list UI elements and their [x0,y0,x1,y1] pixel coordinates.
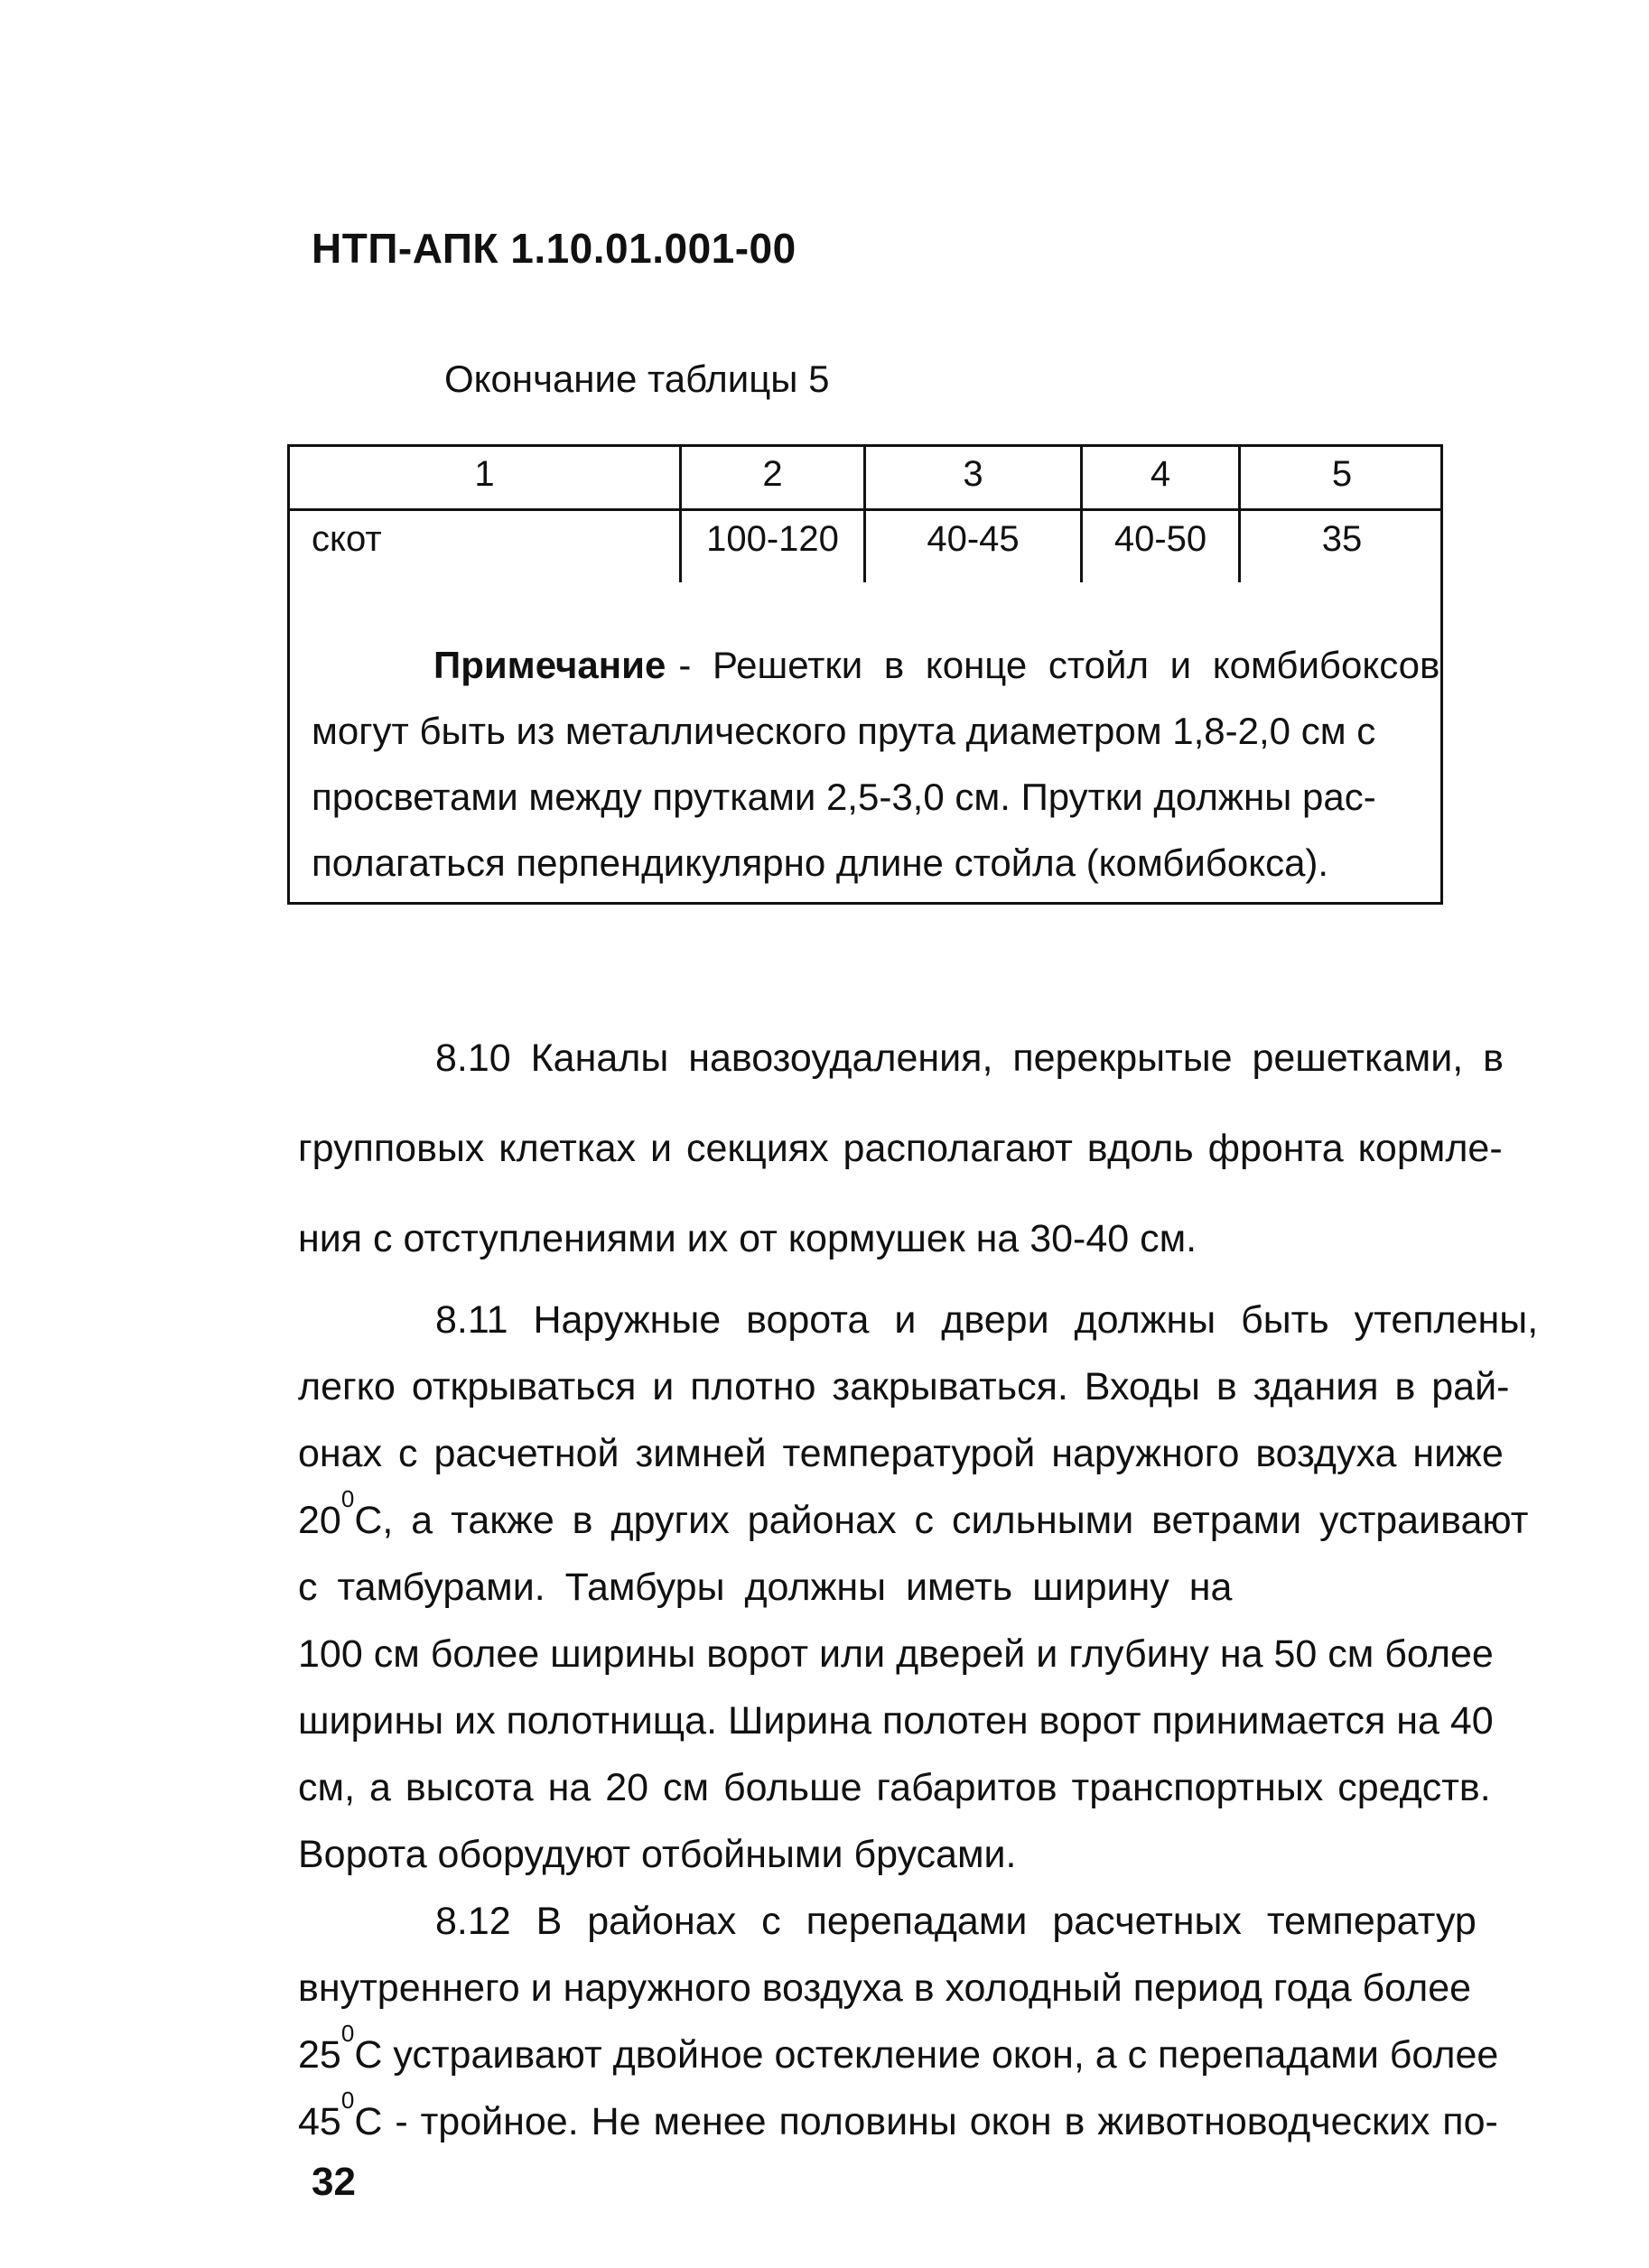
table-cell: скот [312,519,382,559]
degree-superscript: 0 [340,1485,355,1512]
paragraph-8-12-text: С устраивают двойное остекление окон, а с перепадами более [354,2033,1499,2077]
paragraph-8-11-line: 100 см более ширины ворот или дверей и глубину на 50 см более [298,1632,1494,1676]
degree-superscript: 0 [340,2020,355,2047]
note-line: просветами между прутками 2,5-3,0 см. Прутки должны рас- [312,776,1376,818]
column-header: 1 [474,454,495,494]
paragraph-8-11-line [298,1485,1529,1543]
paragraph-8-11-line: с тамбурами. Тамбуры должны иметь ширину на [298,1566,1233,1609]
paragraph-8-11-line: легко открываться и плотно закрываться. Входы в здания в рай- [298,1365,1510,1408]
paragraph-8-12-line [298,2087,1498,2144]
degree-superscript: 0 [340,2087,355,2114]
column-header: 5 [1331,454,1353,494]
table-cell: 35 [1321,519,1363,559]
body-text [298,0,1539,2268]
note-line: могут быть из металлического прута диаметром 1,8-2,0 см с [312,710,1376,752]
temperature-value: 45 [298,2100,341,2143]
table-cell: 40-50 [1113,519,1207,559]
paragraph-8-10-line: ния с отступлениями их от кормушек на 30-40 см. [298,1217,1197,1260]
table-cell: 100-120 [706,519,839,559]
paragraph-8-12-line: внутреннего и наружного воздуха в холодный период года более [298,1966,1472,2010]
note-line: - Решетки в конце стойл и комбибоксов [678,644,1440,686]
document-code: НТП-АПК 1.10.01.001-00 [312,225,797,272]
paragraph-8-11-line: Ворота оборудуют отбойными брусами. [298,1833,1017,1876]
page-number: 32 [312,2160,356,2204]
paragraph-8-11-line: 8.11 Наружные ворота и двери должны быть утеплены, [435,1298,1539,1342]
paragraph-8-11-text: С, а также в других районах с сильными ветрами устраивают [354,1499,1529,1542]
paragraph-8-10-line: 8.10 Каналы навозоудаления, перекрытые решетками, в [435,1036,1504,1080]
note-label: Примечание [433,644,666,686]
note-line: полагаться перпендикулярно длине стойла (комбибокса). [312,841,1329,884]
temperature-value: 25 [298,2033,341,2077]
paragraph-8-10-line: групповых клетках и секциях располагают вдоль фронта кормле- [298,1127,1503,1170]
column-header: 4 [1150,454,1171,494]
table-caption: Окончание таблицы 5 [444,358,830,400]
paragraph-8-12-text: С - тройное. Не менее половины окон в животноводческих по- [354,2100,1498,2143]
temperature-value: 20 [298,1499,341,1542]
paragraph-8-11-line: онах с расчетной зимней температурой наружного воздуха ниже [298,1432,1504,1475]
paragraph-8-12-line [298,2020,1499,2077]
column-header: 3 [963,454,983,494]
paragraph-8-11-line: см, а высота на 20 см больше габаритов транспортных средств. [298,1766,1491,1809]
paragraph-8-12-line: 8.12 В районах с перепадами расчетных температур [435,1900,1477,1943]
paragraph-8-11-line: ширины их полотнища. Ширина полотен ворот принимается на 40 [298,1699,1494,1743]
column-header: 2 [762,454,783,494]
table-cell: 40-45 [927,519,1020,559]
